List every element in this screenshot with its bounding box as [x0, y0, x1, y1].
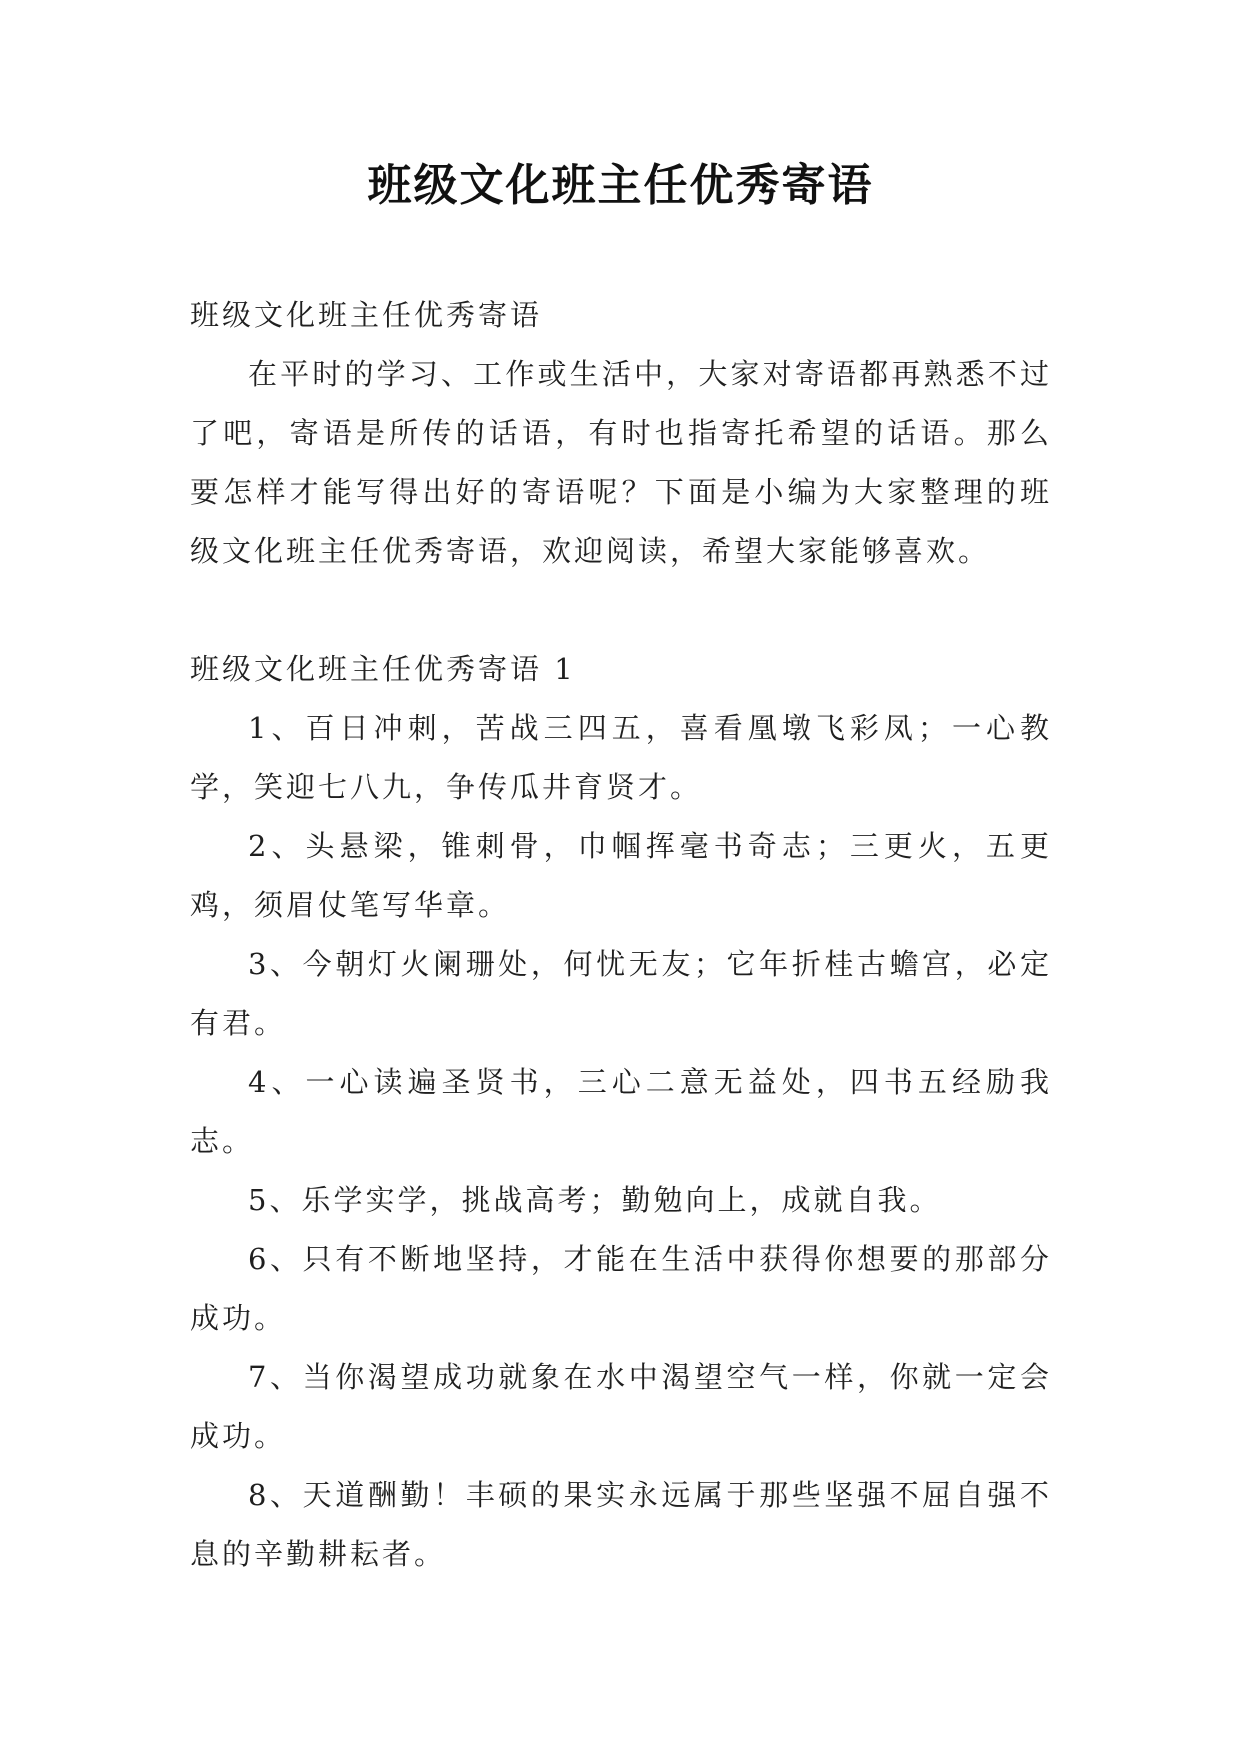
list-item: 7、当你渴望成功就象在水中渴望空气一样，你就一定会成功。	[190, 1360, 1052, 1453]
list-item: 3、今朝灯火阑珊处，何忧无友；它年折桂古蟾宫，必定有君。	[190, 947, 1052, 1040]
list-item: 8、天道酬勤！丰硕的果实永远属于那些坚强不屈自强不息的辛勤耕耘者。	[190, 1478, 1052, 1571]
list-item: 6、只有不断地坚持，才能在生活中获得你想要的那部分成功。	[190, 1242, 1052, 1335]
list-item: 1、百日冲刺，苦战三四五，喜看凰墩飞彩凤；一心教学，笑迎七八九，争传瓜井育贤才。	[190, 711, 1052, 804]
document-title: 班级文化班主任优秀寄语	[367, 160, 874, 211]
section-heading: 班级文化班主任优秀寄语 1	[190, 652, 576, 686]
intro-paragraph: 在平时的学习、工作或生活中，大家对寄语都再熟悉不过了吧，寄语是所传的话语，有时也指寄托希望的话语。那么要怎样才能写得出好的寄语呢？下面是小编为大家整理的班级文化班主任优秀寄语，欢迎阅读，希望大家能够喜欢。	[190, 357, 1052, 568]
list-item: 4、一心读遍圣贤书，三心二意无益处，四书五经励我志。	[190, 1065, 1052, 1158]
list-item: 2、头悬梁，锥刺骨，巾帼挥毫书奇志；三更火，五更鸡，须眉仗笔写华章。	[190, 829, 1052, 922]
list-item: 5、乐学实学，挑战高考；勤勉向上，成就自我。	[248, 1183, 942, 1217]
intro-heading: 班级文化班主任优秀寄语	[190, 298, 543, 332]
message-list	[190, 699, 1052, 1584]
